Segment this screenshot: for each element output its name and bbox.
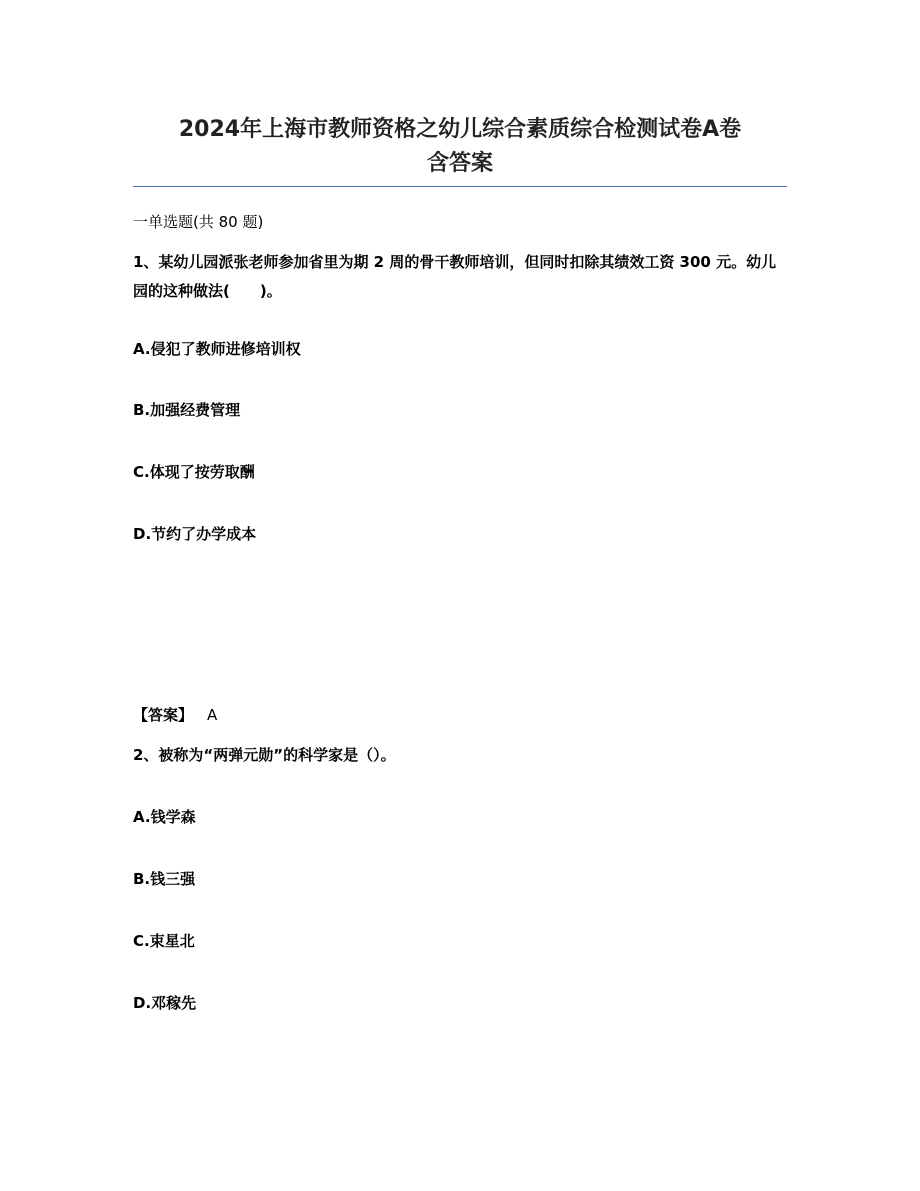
title-divider: [133, 186, 787, 187]
question-2-option-b: B.钱三强: [133, 870, 196, 888]
section-heading: 一单选题(共 80 题): [133, 213, 264, 231]
question-1-option-a: A.侵犯了教师进修培训权: [133, 340, 301, 358]
question-2-option-c: C.束星北: [133, 932, 195, 950]
question-2-option-a: A.钱学森: [133, 808, 196, 826]
answer-label: 【答案】: [133, 706, 194, 724]
question-1-option-b: B.加强经费管理: [133, 401, 241, 419]
title-line-1: 2024年上海市教师资格之幼儿综合素质综合检测试卷A卷: [178, 117, 742, 142]
question-1-option-d: D.节约了办学成本: [133, 525, 257, 543]
title-line-2: 含答案: [426, 151, 493, 176]
question-2-text: 2、被称为“两弹元勋”的科学家是（）。: [133, 746, 396, 764]
answer-value: A: [207, 706, 218, 724]
document-title: [133, 113, 787, 181]
question-1-answer: [133, 705, 217, 725]
question-2-option-d: D.邓稼先: [133, 994, 197, 1012]
question-1-text: 1、某幼儿园派张老师参加省里为期 2 周的骨干教师培训，但同时扣除其绩效工资 300 元。幼儿园的这种做法( )。: [133, 253, 777, 300]
question-1-option-c: C.体现了按劳取酬: [133, 463, 255, 481]
